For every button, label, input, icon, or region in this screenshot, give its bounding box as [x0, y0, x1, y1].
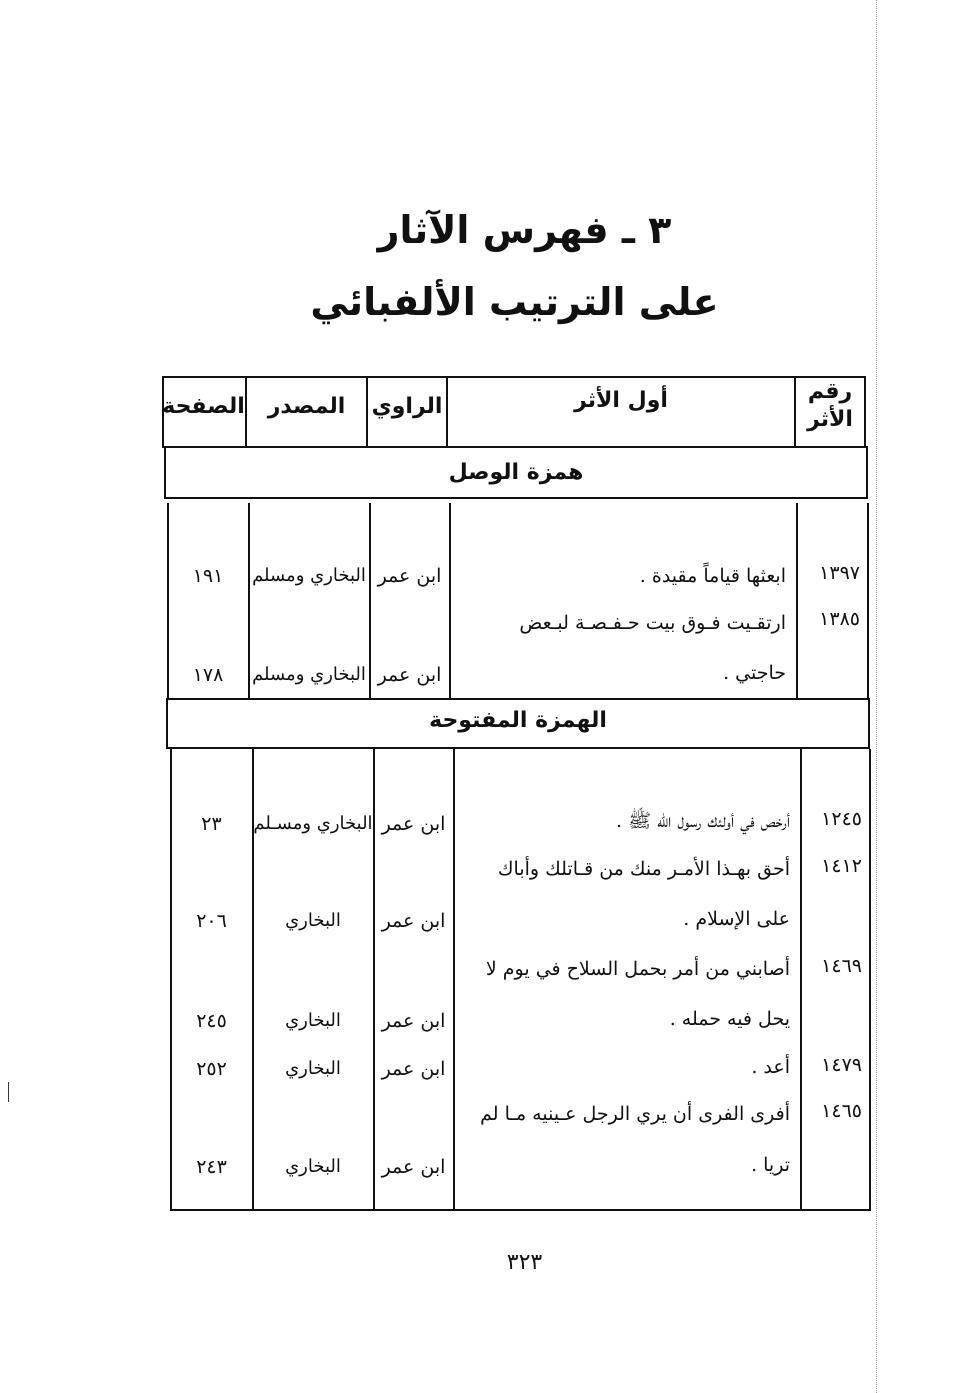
index-title: ٣ ـ فهرس الآثار [377, 208, 672, 252]
athar-narrator: ابن عمر [377, 664, 442, 686]
athar-first-words-cont: على الإسلام . [683, 908, 790, 930]
athar-source: البخاري [285, 1156, 341, 1177]
athar-number: ١٤٧٩ [821, 1054, 862, 1076]
athar-page: ٢٤٥ [196, 1010, 227, 1032]
athar-number: ١٣٩٧ [819, 562, 860, 584]
athar-first-words-cont: يحل فيه حمله . [669, 1008, 790, 1030]
athar-first-words: ابعثها قياماً مقيدة . [639, 565, 786, 587]
athar-narrator: ابن عمر [381, 1058, 446, 1080]
athar-first-words-cont: حاجتي . [723, 662, 786, 684]
athar-narrator: ابن عمر [377, 565, 442, 587]
athar-first-words: أرخص في أولئك رسول الله ﷺ . [616, 810, 790, 832]
athar-first-words: أصابني من أمر بحمل السلاح في يوم لا [485, 958, 790, 980]
athar-page: ١٧٨ [192, 664, 224, 686]
athar-first-words: ارتقـيت فـوق بيت حـفـصـة لبـعض [519, 612, 786, 634]
scan-mark [8, 1082, 9, 1102]
athar-page: ١٩١ [192, 565, 224, 587]
athar-narrator: ابن عمر [381, 910, 446, 932]
section-title-hamzat-al-wasl: همزة الوصل [448, 460, 584, 485]
athar-number: ١٤٦٩ [821, 955, 862, 977]
section-title-al-hamza-al-maftuha: الهمزة المفتوحة [429, 708, 607, 733]
header-number-line2: الأثر [807, 407, 853, 432]
athar-source: البخاري ومسـلم [253, 813, 373, 834]
header-page: الصفحة [162, 394, 245, 419]
athar-number: ١٢٤٥ [821, 808, 862, 830]
athar-source: البخاري [285, 1058, 341, 1079]
athar-source: البخاري ومسلم [252, 565, 366, 586]
athar-page: ٢٤٣ [196, 1156, 227, 1178]
athar-first-words: أفرى الفرى أن يري الرجل عـينيه مـا لم [480, 1103, 790, 1125]
header-source: المصدر [267, 394, 346, 419]
athar-first-words: أحق بهـذا الأمـر منك من قـاتلك وأباك [497, 858, 790, 880]
athar-source: البخاري [285, 1010, 341, 1031]
header-narrator: الراوي [371, 394, 443, 419]
athar-narrator: ابن عمر [381, 1156, 446, 1178]
athar-source: البخاري [285, 910, 341, 931]
athar-number: ١٤١٢ [821, 855, 862, 877]
athar-first-words: أعد . [751, 1056, 790, 1078]
athar-narrator: ابن عمر [381, 1010, 446, 1032]
athar-number: ١٣٨٥ [819, 608, 860, 630]
athar-source: البخاري ومسلم [252, 664, 366, 685]
athar-page: ٢٥٢ [196, 1058, 227, 1080]
header-first-words: أول الأثر [574, 388, 668, 413]
header-number-line1: رقم [807, 379, 853, 404]
athar-page: ٢٣ [201, 813, 222, 835]
index-subtitle: على الترتيب الألفبائي [310, 280, 719, 324]
header-number [796, 378, 864, 434]
athar-page: ٢٠٦ [196, 910, 227, 932]
athar-number: ١٤٦٥ [821, 1100, 862, 1122]
athar-first-words-cont: تريا . [751, 1154, 790, 1176]
athar-narrator: ابن عمر [381, 813, 446, 835]
page-number: ٣٢٣ [506, 1250, 543, 1275]
